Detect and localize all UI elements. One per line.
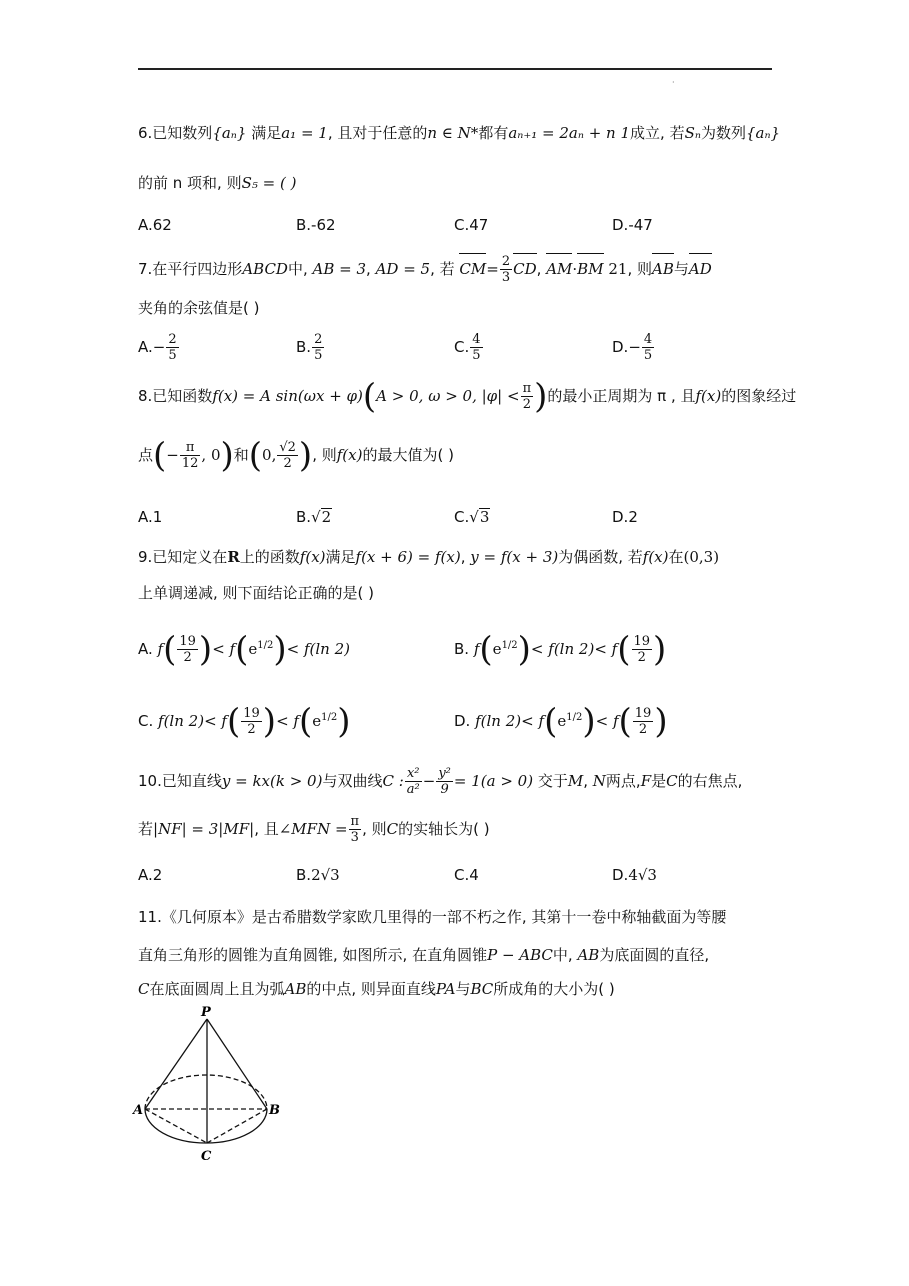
- q8-option-d: D.2: [612, 508, 638, 526]
- q7-option-b: B. $\frac{2}{5}$: [296, 332, 323, 363]
- q9-option-b: B. $f(e^{1/2})< f(\ln$ 2)< f( $\frac{19}{2}$ ): [454, 629, 667, 670]
- q8-option-b: B.√2: [296, 508, 332, 526]
- q9-line2: 上单调递减, 则下面结论正确的是( ): [138, 584, 375, 602]
- header-rule: [138, 68, 772, 70]
- cone-edge-pa: [145, 1019, 207, 1109]
- q7-line2: 夹角的余弦值是( ): [138, 299, 260, 317]
- q9-option-a: A. f( $\frac{19}{2}$ )< $f(e^{1/2})< f(\ln$ 2): [138, 629, 351, 670]
- q10-option-c: C.4: [454, 866, 479, 884]
- base-back-arc: [145, 1075, 267, 1109]
- q10-line2: 若|NF| = 3|MF|, 且∠MFN = $\frac{\pi}{3}$ , 则C的实轴长为( ): [138, 814, 490, 845]
- q9-option-d: D. f(ln $2)< f(e^{1/2})< f$( $\frac{19}{2}$ ): [454, 701, 668, 742]
- q10-option-d: D.4√3: [612, 866, 657, 884]
- q10-option-b: B.2√3: [296, 866, 340, 884]
- q11-line3: C在底面圆周上且为弧AB的中点, 则异面直线PA与BC所成角的大小为( ): [138, 980, 615, 998]
- q6-option-a: A.62: [138, 216, 172, 234]
- label-c: C: [201, 1149, 212, 1164]
- q6-option-b: B.-62: [296, 216, 336, 234]
- q7-option-d: D.− $\frac{4}{5}$: [612, 332, 653, 363]
- q10-line1: 10.已知直线y = kx(k > 0)与双曲线C : $\frac{\text{x²}}{\text{a²}}$ − $\frac{\text{y²}}{9}$ = 1(a > 0) 交于M, N两点,F是C的右焦点,: [138, 766, 743, 797]
- q6-line1: 6.已知数列{aₙ} 满足a₁ = 1, 且对于任意的n ∈ N*都有aₙ₊₁ = 2aₙ + n 1成立, 若Sₙ为数列{aₙ}: [138, 124, 781, 142]
- q6-option-c: C.47: [454, 216, 489, 234]
- q8-option-c: C.√3: [454, 508, 490, 526]
- q8-option-a: A.1: [138, 508, 163, 526]
- q9-option-c: C. f(ln 2)< f( $\frac{19}{2}$ )< $f(e^{1/2})$: [138, 701, 351, 742]
- header-mark: ·: [672, 78, 675, 87]
- cone-figure: [130, 1002, 290, 1172]
- label-b: B: [269, 1103, 280, 1118]
- q11-line2: 直角三角形的圆锥为直角圆锥, 如图所示, 在直角圆锥P − ABC中, AB为底面圆的直径,: [138, 946, 710, 964]
- q10-option-a: A.2: [138, 866, 163, 884]
- q7-option-a: A.− $\frac{2}{5}$: [138, 332, 177, 363]
- q6-option-d: D.-47: [612, 216, 653, 234]
- q11-line1: 11.《几何原本》是古希腊数学家欧几里得的一部不朽之作, 其第十一卷中称轴截面为等腰: [138, 908, 727, 926]
- segment-ac: [145, 1109, 207, 1143]
- q7-option-c: C. $\frac{4}{5}$: [454, 332, 481, 363]
- label-p: P: [201, 1005, 211, 1020]
- q8-line2: 点(− $\frac{\pi}{12}$ , 0)和(0, $\frac{√2}{2}$ ), 则f(x)的最大值为( ): [138, 435, 454, 476]
- q9-line1: 9.已知定义在R上的函数f(x)满足f(x + 6) = f(x), y = f(x + 3)为偶函数, 若f(x)在(0,3): [138, 548, 720, 566]
- q6-line2: 的前 n 项和, 则S₅ = ( ): [138, 174, 297, 192]
- cone-edge-pb: [207, 1019, 267, 1109]
- q7-line1: 7.在平行四边形ABCD中, AB = 3, AD = 5, 若 CM= $\frac{2}{3}$ CD, AM·BM 21, 则AB与AD: [138, 254, 712, 285]
- base-front-arc: [145, 1109, 267, 1143]
- label-a: A: [133, 1103, 144, 1118]
- q8-line1: 8.已知函数f(x) = A sin(ωx + φ)(A > 0, ω > 0, |φ| < $\frac{\pi}{2}$ )的最小正周期为 π , 且f(x)的图象经过: [138, 376, 797, 417]
